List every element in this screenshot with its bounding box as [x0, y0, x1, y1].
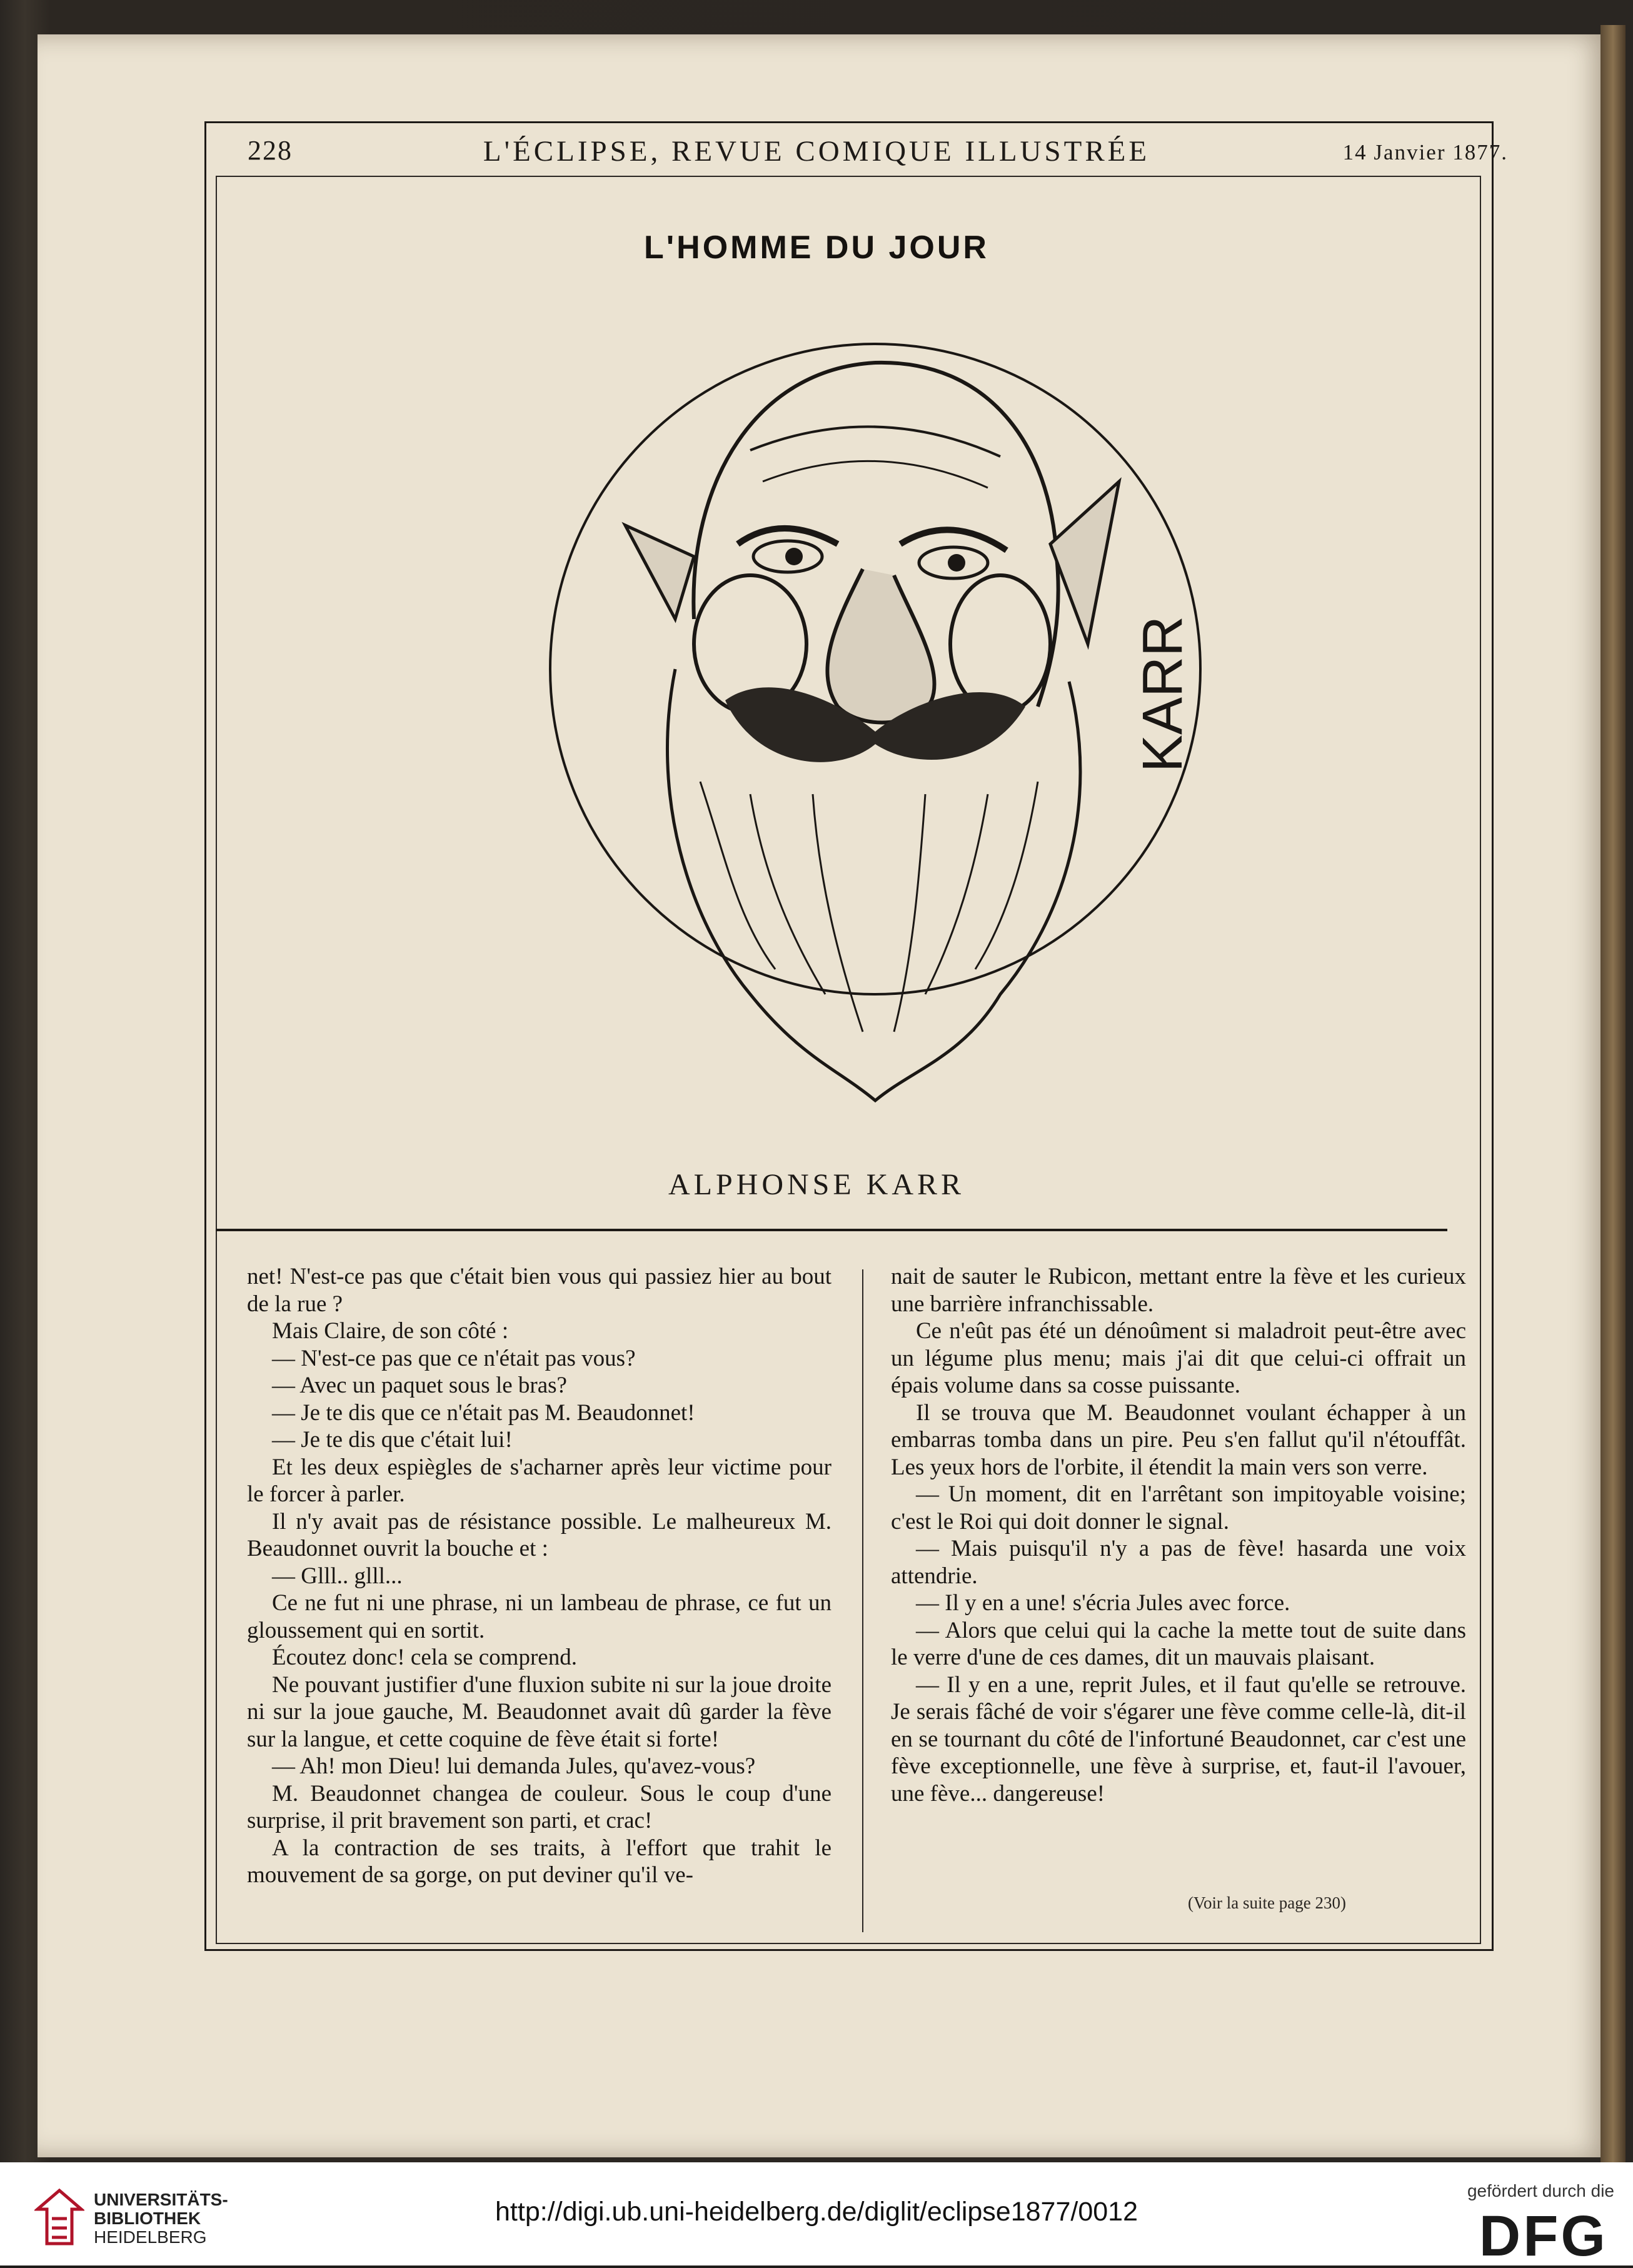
- paragraph: Il n'y avait pas de résistance possible. Le malheureux M. Beaudonnet ouvrit la bouche et :: [247, 1508, 832, 1561]
- paragraph: — Glll.. glll...: [272, 1563, 403, 1589]
- paragraph: Ce ne fut ni une phrase, ni un lambeau de phrase, ce fut un gloussement qui en sortit.: [247, 1590, 832, 1643]
- funder-label: gefördert durch die: [1467, 2181, 1614, 2200]
- portrait-caption: ALPHONSE KARR: [668, 1168, 965, 1201]
- column-divider: [862, 1269, 863, 1932]
- library-name-line: UNIVERSITÄTS-: [94, 2190, 228, 2209]
- dfg-logo[interactable]: DFG: [1479, 2204, 1608, 2268]
- portrait-signature: KARR: [1132, 615, 1194, 773]
- journal-title: L'ÉCLIPSE, REVUE COMIQUE ILLUSTRÉE: [483, 135, 1150, 168]
- caricature-illustration: [488, 294, 1238, 1138]
- paragraph: — Je te dis que c'était lui!: [272, 1427, 513, 1453]
- paragraph: — Je te dis que ce n'était pas M. Beaudonnet!: [272, 1399, 695, 1426]
- paragraph: Il se trouva que M. Beaudonnet voulant échapper à un embarras tomba dans un pire. Peu s'en fallut qu'il n'étouffât. Les yeux hors de l'orbite, il étendit la main vers son verre.: [891, 1399, 1466, 1480]
- section-title: L'HOMME DU JOUR: [644, 229, 989, 266]
- book-spine: [1600, 25, 1625, 2162]
- paragraph: nait de sauter le Rubicon, mettant entre la fève et les curieux une barrière infranchissable.: [891, 1264, 1466, 1317]
- paragraph: M. Beaudonnet changea de couleur. Sous le coup d'une surprise, il prit bravement son parti, et crac!: [247, 1780, 832, 1833]
- paragraph: — Alors que celui qui la cache la mette tout de suite dans le verre d'une de ces dames, dit un mauvais plaisant.: [891, 1617, 1466, 1670]
- article-left-column: [247, 1263, 832, 1889]
- library-name-line: HEIDELBERG: [94, 2227, 207, 2247]
- paragraph: Ce n'eût pas été un dénoûment si maladroit peut-être avec un légume plus menu; mais j'ai dit que celui-ci offrait un épais volume dans sa cosse puissante.: [891, 1318, 1466, 1398]
- paragraph: Et les deux espiègles de s'acharner après leur victime pour le forcer à parler.: [247, 1454, 832, 1507]
- library-name-line: BIBLIOTHEK: [94, 2209, 201, 2228]
- paragraph: — Avec un paquet sous le bras?: [272, 1373, 567, 1398]
- issue-date: 14 Janvier 1877.: [1342, 140, 1508, 164]
- permalink-url[interactable]: http://digi.ub.uni-heidelberg.de/diglit/eclipse1877/0012: [495, 2197, 1138, 2227]
- paragraph: Ne pouvant justifier d'une fluxion subite ni sur la joue droite ni sur la joue gauche, M. Beaudonnet avait dû garder la fève sur la langue, et cette coquine de fève était si forte!: [247, 1671, 832, 1752]
- paragraph: A la contraction de ses traits, à l'effort que trahit le mouvement de sa gorge, on put deviner qu'il ve-: [247, 1835, 832, 1888]
- paragraph: — N'est-ce pas que ce n'était pas vous?: [272, 1345, 636, 1371]
- paragraph: — Un moment, dit en l'arrêtant son impitoyable voisine; c'est le Roi qui doit donner le signal.: [891, 1481, 1466, 1535]
- continuation-note: (Voir la suite page 230): [1188, 1893, 1346, 1912]
- page-number: 228: [248, 135, 293, 166]
- paragraph: Mais Claire, de son côté :: [272, 1318, 509, 1344]
- article-right-column: [891, 1263, 1466, 1807]
- paragraph: — Mais puisqu'il n'y a pas de fève! hasarda une voix attendrie.: [891, 1536, 1466, 1589]
- separator-rule: [216, 1229, 1447, 1231]
- paragraph: Écoutez donc! cela se comprend.: [272, 1645, 577, 1670]
- paragraph: — Il y en a une, reprit Jules, et il faut qu'elle se retrouve. Je serais fâché de voir s'égarer une fève comme celle-là, dit-il en se tournant du côté de l'infortuné Beaudonnet, car c'est une fève exceptionnelle, une fève à surprise, et, faut-il l'avouer, une fève... dangereuse!: [891, 1671, 1466, 1807]
- viewer-footer: [0, 2162, 1633, 2268]
- paragraph: — Ah! mon Dieu! lui demanda Jules, qu'avez-vous?: [272, 1753, 756, 1779]
- paragraph: — Il y en a une! s'écria Jules avec force.: [916, 1590, 1290, 1616]
- paragraph: net! N'est-ce pas que c'était bien vous qui passiez hier au bout de la rue ?: [247, 1264, 832, 1317]
